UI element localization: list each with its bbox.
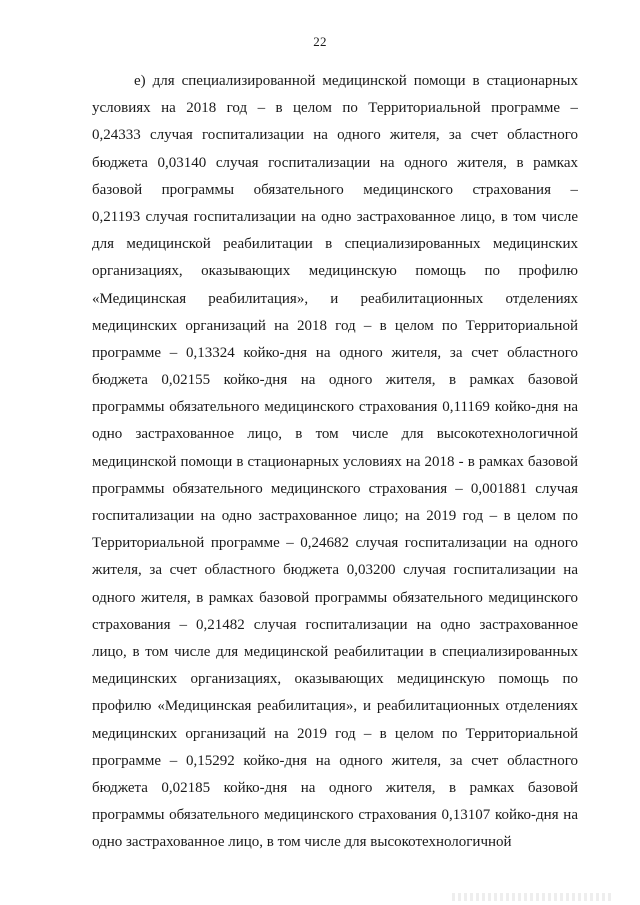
page-number: 22	[313, 34, 327, 49]
paragraph-line: медицинских организаций на 2018 год – в целом по Территориальной	[92, 317, 578, 334]
paragraph-line: программы обязательного медицинского страхования 0,11169 койко-дня на	[92, 399, 578, 416]
paragraph-line: госпитализации на одно застрахованное лицо; на 2019 год – в целом по	[92, 508, 578, 524]
paragraph-line: е) для специализированной медицинской помощи в стационарных	[134, 73, 578, 89]
paragraph-line: медицинских организациях, оказывающих медицинскую помощь по	[92, 671, 578, 688]
paragraph-line: организациях, оказывающих медицинскую помощь по профилю	[92, 263, 578, 280]
paragraph-line: одно застрахованное лицо, в том числе для высокотехнологичной	[92, 834, 512, 851]
paragraph-line: условиях на 2018 год – в целом по Территориальной программе –	[92, 100, 578, 117]
paragraph-line: программы обязательного медицинского страхования – 0,001881 случая	[92, 480, 578, 497]
paragraph-line: медицинских организаций на 2019 год – в целом по Территориальной	[92, 725, 578, 742]
paragraph-line: жителя, за счет областного бюджета 0,03200 случая госпитализации на	[92, 562, 578, 579]
paragraph-line: медицинской помощи в стационарных условиях на 2018 - в рамках базовой	[92, 453, 578, 470]
paragraph-line: одного жителя, в рамках базовой программы обязательного медицинского	[92, 589, 578, 606]
paragraph-line: «Медицинская реабилитация», и реабилитационных отделениях	[92, 290, 578, 307]
paragraph-line: программы обязательного медицинского страхования 0,13107 койко-дня на	[92, 807, 578, 824]
paragraph-line: программе – 0,13324 койко-дня на одного жителя, за счет областного	[92, 344, 578, 361]
paragraph-line: лицо, в том числе для медицинской реабилитации в специализированных	[92, 643, 578, 660]
paragraph-line: 0,21193 случая госпитализации на одно застрахованное лицо, в том числе	[92, 208, 578, 225]
paragraph-line: профилю «Медицинская реабилитация», и реабилитационных отделениях	[92, 698, 578, 715]
paragraph-line: для медицинской реабилитации в специализированных медицинских	[92, 236, 578, 253]
paragraph-line: страхования – 0,21482 случая госпитализации на одно застрахованное	[92, 616, 578, 633]
paragraph-line: Территориальной программе – 0,24682 случая госпитализации на одного	[92, 535, 578, 552]
paragraph-line: бюджета 0,02185 койко-дня на одного жителя, в рамках базовой	[92, 779, 578, 796]
body-paragraph	[92, 68, 578, 856]
paragraph-line: программе – 0,15292 койко-дня на одного жителя, за счет областного	[92, 752, 578, 769]
paragraph-line: 0,24333 случая госпитализации на одного жителя, за счет областного	[92, 127, 578, 144]
paragraph-line: бюджета 0,03140 случая госпитализации на одного жителя, в рамках	[92, 154, 578, 171]
paragraph-line: бюджета 0,02155 койко-дня на одного жителя, в рамках базовой	[92, 372, 578, 389]
paragraph-line: одно застрахованное лицо, в том числе для высокотехнологичной	[92, 426, 578, 443]
scan-artifact	[452, 893, 612, 901]
paragraph-line: базовой программы обязательного медицинского страхования –	[92, 181, 578, 198]
